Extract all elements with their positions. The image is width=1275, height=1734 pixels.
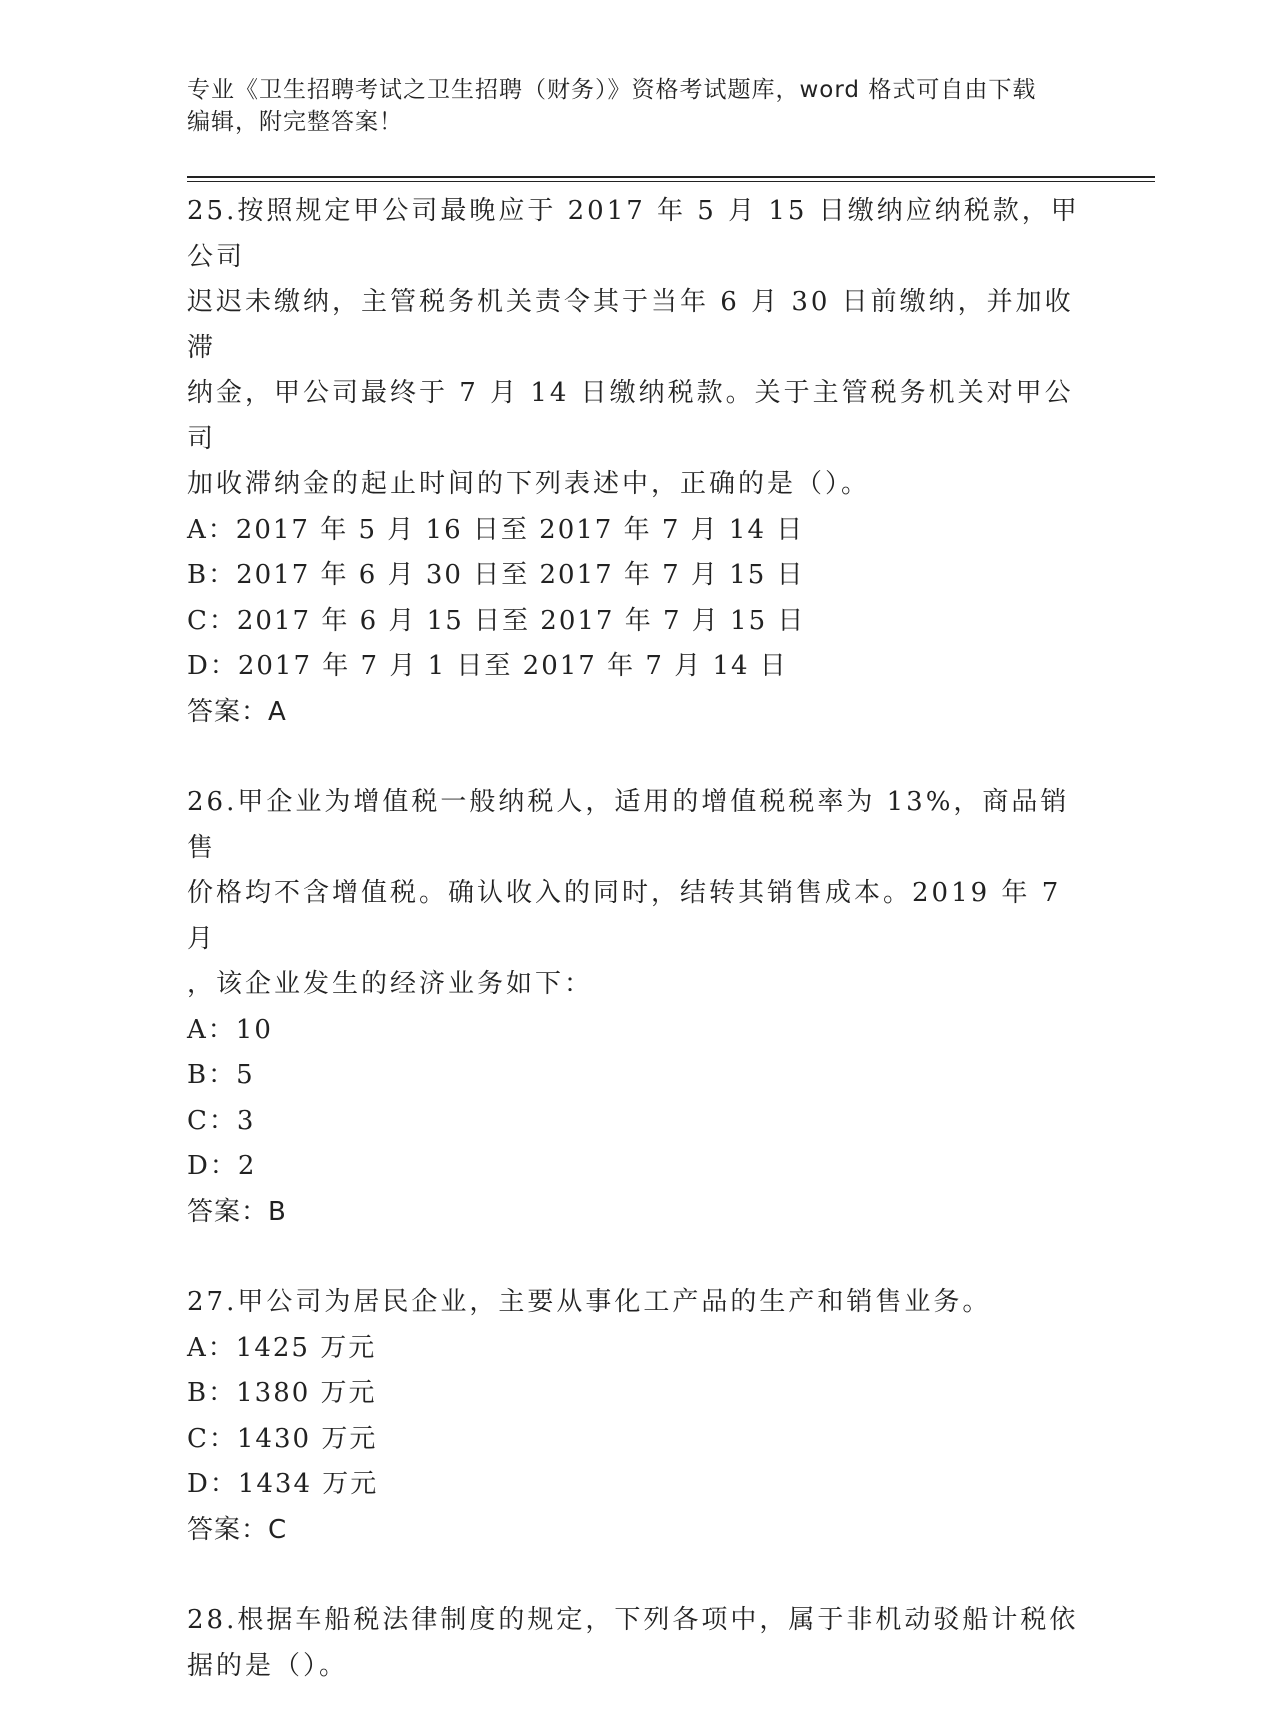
- question-stem-line: 加收滞纳金的起止时间的下列表述中，正确的是（）。: [187, 469, 871, 499]
- option-c: C：2017 年 6 月 15 日至 2017 年 7 月 15 日: [187, 605, 806, 636]
- question-stem-line: 迟迟未缴纳，主管税务机关责令其于当年 6 月 30 日前缴纳，并加收滞: [187, 287, 1074, 363]
- option-a: A：10: [187, 1014, 273, 1045]
- question-stem-line: 28.根据车船税法律制度的规定，下列各项中，属于非机动驳船计税依: [187, 1605, 1079, 1635]
- option-a: A：2017 年 5 月 16 日至 2017 年 7 月 14 日: [187, 514, 805, 545]
- header-line-1: 专业《卫生招聘考试之卫生招聘（财务）》资格考试题库，word 格式可自由下载: [187, 77, 1037, 103]
- option-b: B：5: [187, 1060, 255, 1090]
- question-stem-line: ，该企业发生的经济业务如下：: [187, 969, 594, 999]
- option-d: D：2: [187, 1151, 257, 1181]
- question-stem-line: 25.按照规定甲公司最晚应于 2017 年 5 月 15 日缴纳应纳税款，甲公司: [187, 196, 1080, 272]
- answer-line: 答案：A: [187, 696, 287, 727]
- option-d: D：1434 万元: [187, 1469, 379, 1499]
- header-line-2: 编辑，附完整答案！: [187, 109, 403, 135]
- question-28: [187, 1598, 1087, 1689]
- question-stem-line: 据的是（）。: [187, 1650, 349, 1681]
- question-stem-line: 27.甲公司为居民企业，主要从事化工产品的生产和销售业务。: [187, 1287, 992, 1317]
- option-b: B：2017 年 6 月 30 日至 2017 年 7 月 15 日: [187, 560, 805, 590]
- document-header: [187, 74, 1067, 138]
- question-list: [187, 189, 1087, 1734]
- answer-line: 答案：B: [187, 1196, 287, 1227]
- option-d: D：2017 年 7 月 1 日至 2017 年 7 月 14 日: [187, 651, 788, 681]
- question-stem-line: 价格均不含增值税。确认收入的同时，结转其销售成本。2019 年 7 月: [187, 878, 1062, 954]
- question-stem-line: 纳金，甲公司最终于 7 月 14 日缴纳税款。关于主管税务机关对甲公司: [187, 378, 1074, 454]
- question-stem-line: 26.甲企业为增值税一般纳税人，适用的增值税税率为 13%，商品销售: [187, 787, 1070, 863]
- question-27: [187, 1280, 1087, 1553]
- question-25: [187, 189, 1087, 735]
- header-divider-thin: [187, 181, 1155, 182]
- question-26: [187, 780, 1087, 1235]
- option-b: B：1380 万元: [187, 1378, 377, 1408]
- header-divider-thick: [187, 176, 1155, 178]
- option-c: C：1430 万元: [187, 1423, 378, 1454]
- option-a: A：1425 万元: [187, 1332, 377, 1363]
- answer-line: 答案：C: [187, 1514, 288, 1545]
- option-c: C：3: [187, 1105, 256, 1136]
